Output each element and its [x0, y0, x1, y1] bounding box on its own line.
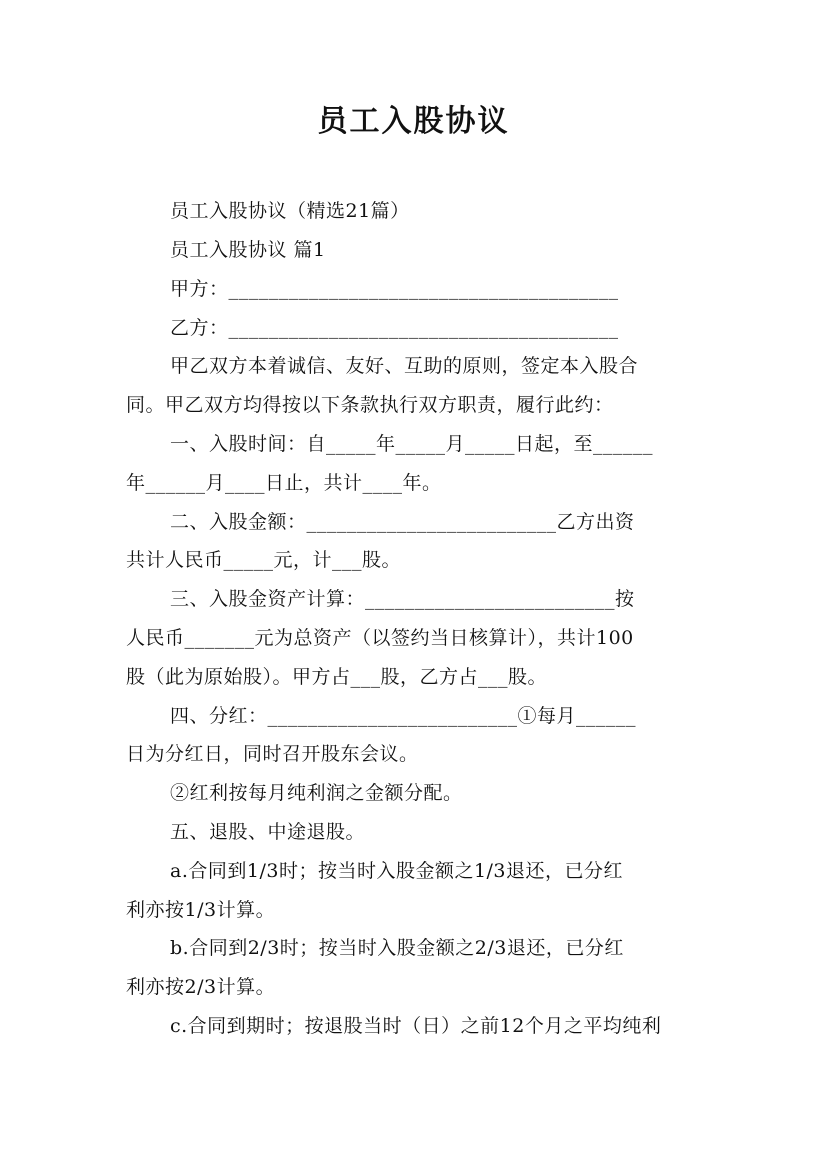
paragraph-line: 日为分红日，同时召开股东会议。: [126, 743, 419, 765]
paragraph-line: 利亦按2/3计算。: [126, 976, 276, 998]
paragraph-line: 股（此为原始股）。甲方占___股，乙方占___股。: [126, 666, 548, 688]
subtitle-line: 员工入股协议（精选21篇）: [170, 200, 410, 222]
section-heading: 员工入股协议 篇1: [170, 239, 326, 261]
paragraph-line: 共计人民币_____元，计___股。: [126, 549, 402, 571]
paragraph-line: 甲乙双方本着诚信、友好、互助的原则，签定本入股合: [170, 355, 639, 377]
document-title: 员工入股协议: [317, 104, 510, 139]
paragraph-line: a.合同到1/3时；按当时入股金额之1/3退还，已分红: [170, 860, 624, 882]
paragraph-line: 同。甲乙双方均得按以下条款执行双方职责，履行此约：: [126, 394, 614, 416]
paragraph-line: 年______月____日止，共计____年。: [126, 472, 442, 494]
paragraph-line: ②红利按每月纯利润之金额分配。: [170, 782, 463, 804]
paragraph-line: c.合同到期时；按退股当时（日）之前12个月之平均纯利: [170, 1015, 662, 1037]
paragraph-line: 一、入股时间：自_____年_____月_____日起，至______: [170, 433, 654, 455]
paragraph-line: 四、分红：_________________________①每月______: [170, 705, 637, 727]
paragraph-line: 利亦按1/3计算。: [126, 899, 276, 921]
paragraph-line: 二、入股金额：_________________________乙方出资: [170, 511, 635, 533]
party-b-line: 乙方：_______________________________________: [170, 317, 619, 339]
paragraph-line: 五、退股、中途退股。: [170, 821, 366, 843]
paragraph-line: 人民币_______元为总资产（以签约当日核算计），共计100: [126, 627, 634, 649]
party-a-line: 甲方：_______________________________________: [170, 278, 619, 300]
paragraph-line: b.合同到2/3时；按当时入股金额之2/3退还，已分红: [170, 937, 624, 959]
paragraph-line: 三、入股金资产计算：_________________________按: [170, 588, 635, 610]
